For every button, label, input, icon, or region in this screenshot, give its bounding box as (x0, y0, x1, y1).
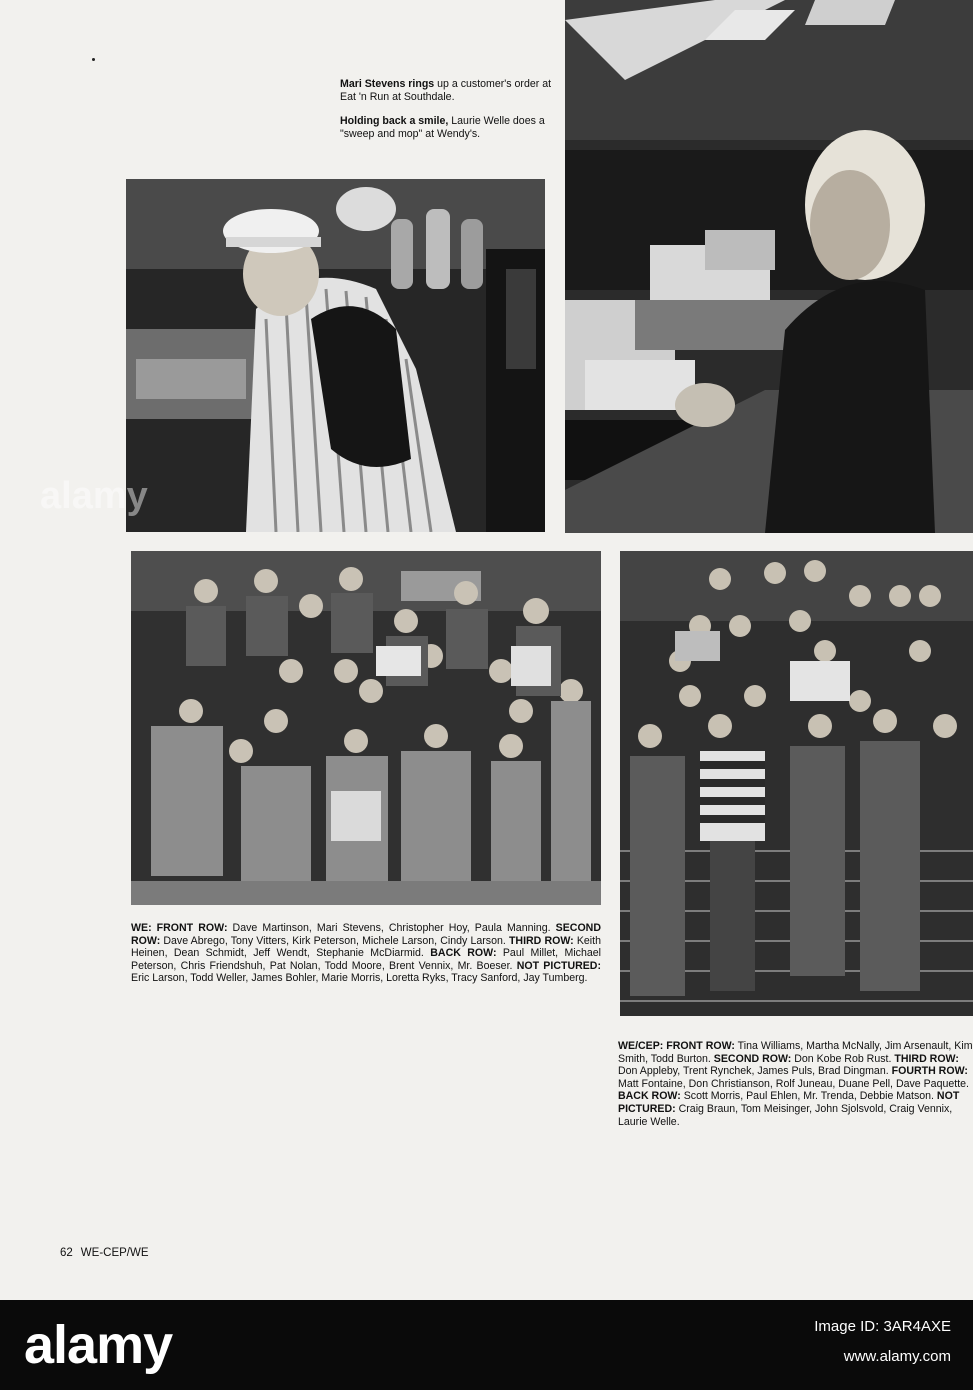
caption-text: up a customer's order at Eat 'n Run at Southdale. (340, 78, 552, 103)
row-names: Scott Morris, Paul Ehlen, Mr. Trenda, Debbie Matson. (680, 1090, 937, 1103)
stock-footer (0, 1300, 973, 1390)
row-heading: SECOND ROW: (131, 922, 601, 947)
brand-logo: alamy (24, 1315, 173, 1375)
caption-we-group (131, 922, 601, 985)
row-names: Craig Braun, Tom Meisinger, John Sjolsvold, Craig Vennix, Laurie Welle. (618, 1102, 953, 1128)
caption-lead: Holding back a smile, (340, 115, 449, 128)
row-heading: SECOND ROW: (713, 1052, 792, 1065)
section-label: WE-CEP/WE (80, 1247, 149, 1259)
row-heading: NOT PICTURED: (516, 959, 601, 972)
photo-worker-apron (126, 179, 545, 532)
caption-mari-stevens (340, 78, 562, 103)
caption-lead: Mari Stevens rings (340, 78, 435, 90)
row-names: Don Kobe Rob Rust. (791, 1052, 895, 1065)
photo-cashier-register (565, 0, 973, 533)
row-heading: FOURTH ROW: (891, 1065, 968, 1078)
photo-we-cep-group (620, 551, 973, 1016)
photo-we-group (131, 551, 601, 905)
printer-mark (92, 58, 95, 61)
row-names: Paul Millet, Michael Peterson, Chris Friendshuh, Pat Nolan, Todd Moore, Brent Vennix, Mr. Boeser. (131, 947, 602, 972)
watermark: alamy (40, 475, 148, 517)
row-heading: WE/CEP: FRONT ROW: (618, 1040, 735, 1052)
caption-laurie-welle (340, 115, 562, 140)
row-names: Dave Abrego, Tony Vitters, Kirk Peterson, Michele Larson, Cindy Larson. (160, 934, 509, 947)
row-names: Dave Martinson, Mari Stevens, Christopher Hoy, Paula Manning. (227, 922, 556, 934)
page-number: 62 (60, 1247, 73, 1259)
row-heading: NOT PICTURED: (618, 1090, 960, 1115)
site-url: www.alamy.com (843, 1348, 951, 1365)
caption-we-cep-group (618, 1040, 973, 1128)
row-names: Keith Heinen, Dean Schmidt, Jeff Wendt, Stephanie McDiarmid. (131, 934, 601, 960)
row-names: Don Appleby, Trent Rynchek, James Puls, Brad Dingman. (618, 1065, 892, 1078)
row-heading: WE: FRONT ROW: (131, 922, 228, 934)
row-names: Tina Williams, Martha McNally, Jim Arsenault, Kim Smith, Todd Burton. (618, 1040, 973, 1065)
row-heading: THIRD ROW: (894, 1052, 959, 1065)
row-heading: BACK ROW: (618, 1090, 681, 1103)
row-names: Eric Larson, Todd Weller, James Bohler, Marie Morris, Loretta Ryks, Tracy Sanford, Jay Tumberg. (131, 972, 588, 985)
row-heading: BACK ROW: (430, 947, 497, 960)
row-heading: THIRD ROW: (508, 934, 574, 947)
caption-text: Laurie Welle does a "sweep and mop" at Wendy's. (340, 115, 545, 140)
row-names: Matt Fontaine, Don Christianson, Rolf Juneau, Duane Pell, Dave Paquette. (618, 1077, 969, 1090)
page-folio (60, 1247, 157, 1259)
caption-top-photos (340, 78, 562, 152)
image-id: Image ID: 3AR4AXE (814, 1318, 951, 1335)
